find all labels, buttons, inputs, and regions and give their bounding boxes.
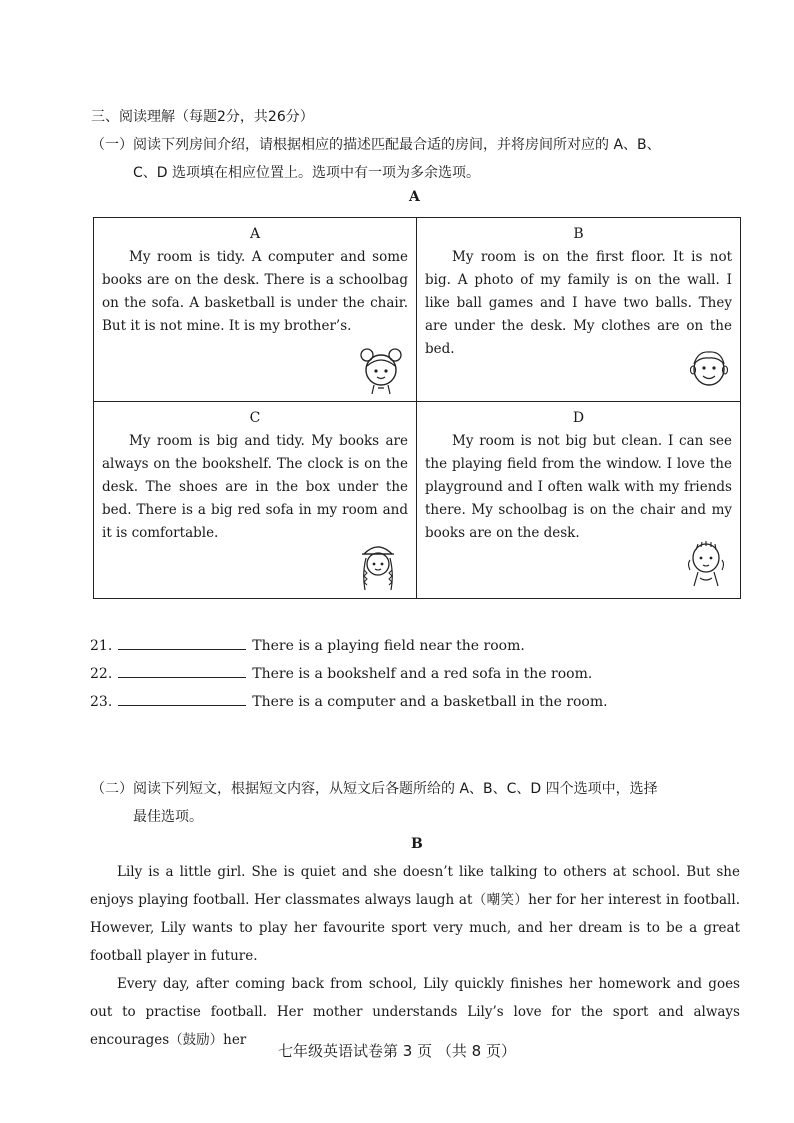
room-letter: C	[249, 410, 261, 426]
question-text: There is a playing field near the room.	[252, 638, 525, 654]
room-letter: B	[573, 226, 584, 242]
room-description: My room is not big but clean. I can see the playing field from the window. I love the playground and I often walk with my friends there. My schoolbag is on the chair and my books are on the desk.	[425, 433, 732, 541]
part2-instruction-line2: 最佳选项。	[133, 809, 203, 825]
answer-blank[interactable]	[118, 665, 246, 678]
question-text: There is a bookshelf and a red sofa in the room.	[252, 666, 593, 682]
passage-a-title: A	[409, 189, 420, 205]
boy-waving-icon	[684, 540, 728, 590]
room-description: My room is tidy. A computer and some books are on the desk. There is a schoolbag on the sofa. A basketball is under the chair. But it is not mine. It is my brother’s.	[102, 249, 408, 334]
room-description: My room is on the first floor. It is not big. A photo of my family is on the wall. I like ball games and I have two balls. They are under the desk. My clothes are on the bed.	[425, 249, 732, 357]
room-letter: D	[572, 410, 585, 426]
part1-instruction-line2: C、D 选项填在相应位置上。选项中有一项为多余选项。	[133, 165, 481, 181]
passage-paragraph: Every day, after coming back from school, Lily quickly finishes her homework and goes out to practise football. Her mother understands Lily’s love for the sport and always encourages（鼓励）her	[90, 976, 740, 1048]
rooms-grid	[93, 217, 741, 599]
question-number: 21.	[90, 638, 113, 654]
answer-blank[interactable]	[118, 693, 246, 706]
passage-paragraph: Lily is a little girl. She is quiet and she doesn’t like talking to others at school. But she enjoys playing football. Her classmates always laugh at（嘲笑）her for her interest in football. However, Lily wants to play her favourite sport very much, and her dream is to be a great football player in future.	[90, 864, 740, 964]
question-21	[90, 637, 525, 654]
room-description: My room is big and tidy. My books are always on the bookshelf. The clock is on the desk. The shoes are in the box under the bed. There is a big red sofa in my room and it is comfortable.	[102, 433, 408, 541]
page-footer: 七年级英语试卷第 3 页 （共 8 页）	[278, 1042, 516, 1060]
question-text: There is a computer and a basketball in the room.	[252, 694, 608, 710]
boy-face-icon	[688, 348, 730, 388]
girl-with-cap-icon	[356, 540, 400, 594]
part1-instruction-line1: （一）阅读下列房间介绍，请根据相应的描述匹配最合适的房间，并将房间所对应的 A、B、	[91, 137, 661, 153]
passage-b-text	[90, 858, 740, 1054]
question-number: 22.	[90, 666, 113, 682]
girl-with-buns-icon	[358, 346, 404, 396]
question-number: 23.	[90, 694, 113, 710]
answer-blank[interactable]	[118, 637, 246, 650]
question-23	[90, 693, 608, 710]
part2-instruction-line1: （二）阅读下列短文，根据短文内容，从短文后各题所给的 A、B、C、D 四个选项中，选择	[91, 781, 658, 797]
passage-b-title: B	[411, 836, 423, 852]
room-letter: A	[249, 226, 261, 242]
question-22	[90, 665, 592, 682]
section-heading: 三、阅读理解（每题2分，共26分）	[91, 109, 314, 125]
